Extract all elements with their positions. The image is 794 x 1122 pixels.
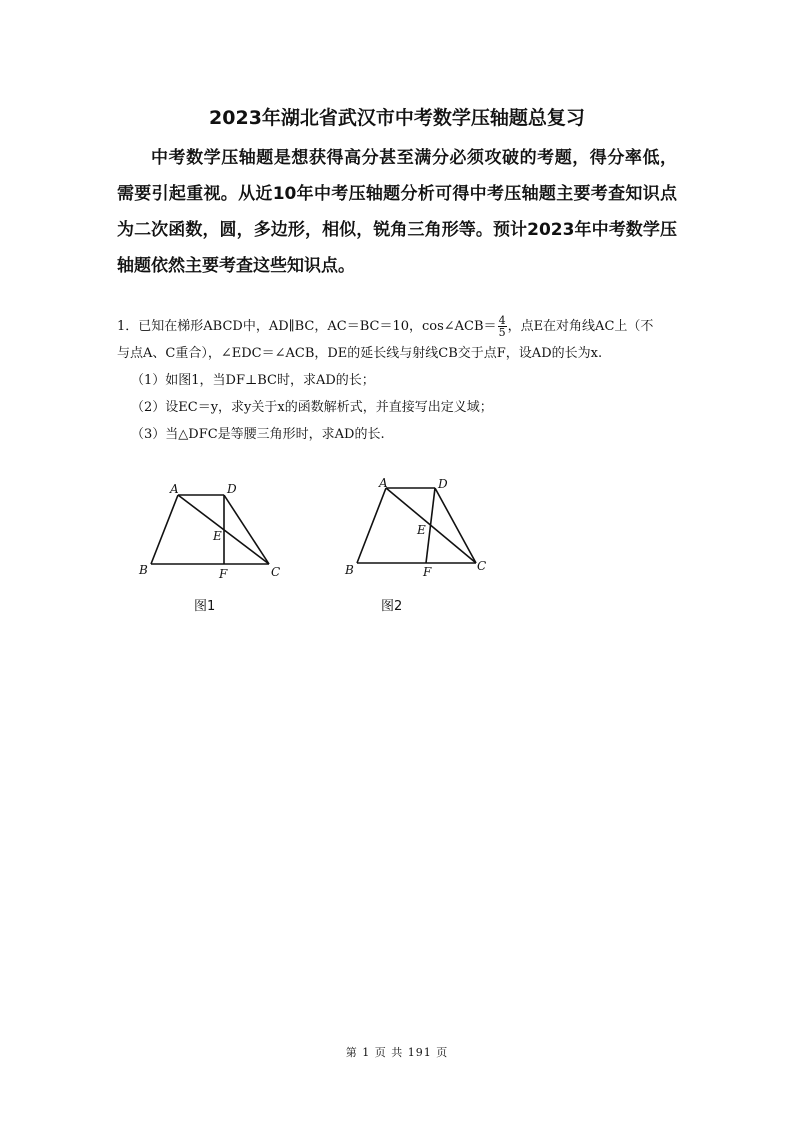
fig1-label-b: B (139, 563, 148, 577)
fig1-label-e: E (213, 529, 222, 543)
figure-1-caption: 图1 (194, 599, 216, 614)
question-text-a: 1．已知在梯形ABCD中，AD∥BC，AC＝BC＝10，cos∠ACB＝ (117, 319, 497, 334)
fig2-segment-dc (435, 488, 476, 563)
fig2-segment-df (426, 488, 435, 563)
question-text-b: ，点E在对角线AC上（不 (507, 319, 654, 334)
page-footer: 第 1 页 共 191 页 (345, 1046, 449, 1059)
fig1-label-c: C (271, 565, 281, 579)
fig1-segment-ab (151, 495, 178, 564)
question-part-3: （3）当△DFC是等腰三角形时，求AD的长. (131, 427, 385, 442)
intro-paragraph: 中考数学压轴题是想获得高分甚至满分必须攻破的考题，得分率低，需要引起重视。从近10年中考压轴题分析可得中考压轴题主要考查知识点为二次函数，圆，多边形，相似，锐角三角形等。预计2023年中考数学压轴题依然主要考查这些知识点。 (117, 148, 677, 276)
fig1-label-f: F (219, 567, 228, 581)
question-line-2: 与点A、C重合），∠EDC＝∠ACB，DE的延长线与射线CB交于点F，设AD的长为x. (117, 346, 603, 361)
figure-2 (337, 474, 507, 584)
fig1-label-a: A (170, 482, 179, 496)
fig2-label-d: D (438, 477, 448, 491)
question-part-2: （2）设EC＝y，求y关于x的函数解析式，并直接写出定义域； (131, 400, 493, 415)
question-1 (117, 313, 682, 448)
page-title: 2023年湖北省武汉市中考数学压轴题总复习 (209, 107, 585, 129)
fig2-label-a: A (379, 476, 388, 490)
figure-2-caption: 图2 (381, 599, 403, 614)
fig1-segment-dc (224, 495, 269, 564)
fig2-label-f: F (423, 565, 432, 579)
fig2-segment-ab (357, 488, 386, 563)
fig2-label-b: B (345, 563, 354, 577)
figure-1 (130, 476, 300, 586)
fraction-four-fifths (498, 315, 507, 338)
fig2-label-c: C (477, 559, 487, 573)
fraction-denominator: 5 (498, 326, 506, 339)
fraction-numerator: 4 (498, 314, 506, 327)
fig1-label-d: D (227, 482, 237, 496)
question-line-1 (117, 313, 682, 340)
fig2-label-e: E (417, 523, 426, 537)
question-part-1: （1）如图1，当DF⊥BC时，求AD的长； (131, 373, 375, 388)
